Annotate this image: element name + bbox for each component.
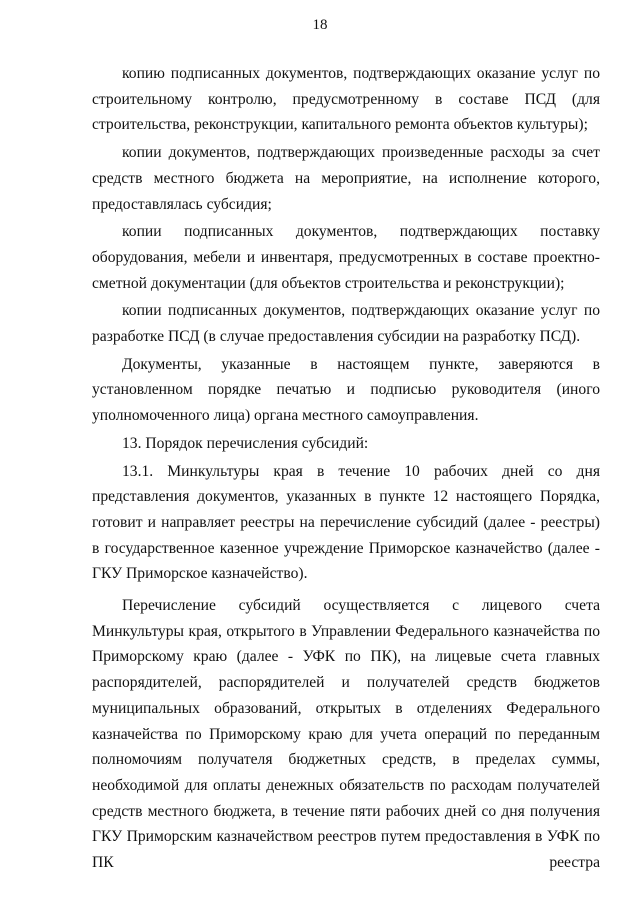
paragraph-psd-development: копии подписанных документов, подтверждающих оказание услуг по разработке ПСД (в случае предоставления субсидии на разработку ПСД). <box>92 302 600 346</box>
paragraph-13-1: 13.1. Минкультуры края в течение 10 рабочих дней со дня представления документов, указанных в пункте 12 настоящего Порядка, готовит и направляет реестры на перечисление субсидий (далее - реестры) в государственное казенное учреждение Приморское казначейство (далее - ГКУ Приморское казначейство). <box>92 462 600 583</box>
page-number: 18 <box>312 17 328 33</box>
paragraph-construction-control-copy: копию подписанных документов, подтверждающих оказание услуг по строительному контролю, предусмотренному в составе ПСД (для строительства, реконструкции, капитального ремонта объектов культуры); <box>92 65 600 134</box>
section-heading-transfer-procedure: 13. Порядок перечисления субсидий: <box>122 434 369 452</box>
paragraph-certification: Документы, указанные в настоящем пункте, заверяются в установленном порядке печатью и подписью руководителя (иного уполномоченного лица) органа местного самоуправления. <box>92 355 600 425</box>
paragraph-expense-documents: копии документов, подтверждающих произведенные расходы за счет средств местного бюджета на мероприятие, на исполнение которого, предоставлялась субсидия; <box>92 144 600 213</box>
paragraph-equipment-delivery: копии подписанных документов, подтверждающих поставку оборудования, мебели и инвентаря, предусмотренных в составе проектно-сметной документации (для объектов строительства и реконструкции); <box>92 223 600 292</box>
document-body <box>92 61 600 876</box>
paragraph-subsidy-transfer: Перечисление субсидий осуществляется с лицевого счета Минкультуры края, открытого в Управлении Федерального казначейства по Приморскому краю (далее - УФК по ПК), на лицевые счета главных распорядителей, распорядителей и получателей средств бюджетов муниципальных образований, открытых в отделениях Федерального казначейства по Приморскому краю для учета операций по переданным полномочиям получателя бюджетных средств, в пределах суммы, необходимой для оплаты денежных обязательств по расходам получателей средств местного бюджета, в течение пяти рабочих дней со дня получения ГКУ Приморским казначейством реестров путем предоставления в УФК по ПК реестра <box>92 597 600 872</box>
